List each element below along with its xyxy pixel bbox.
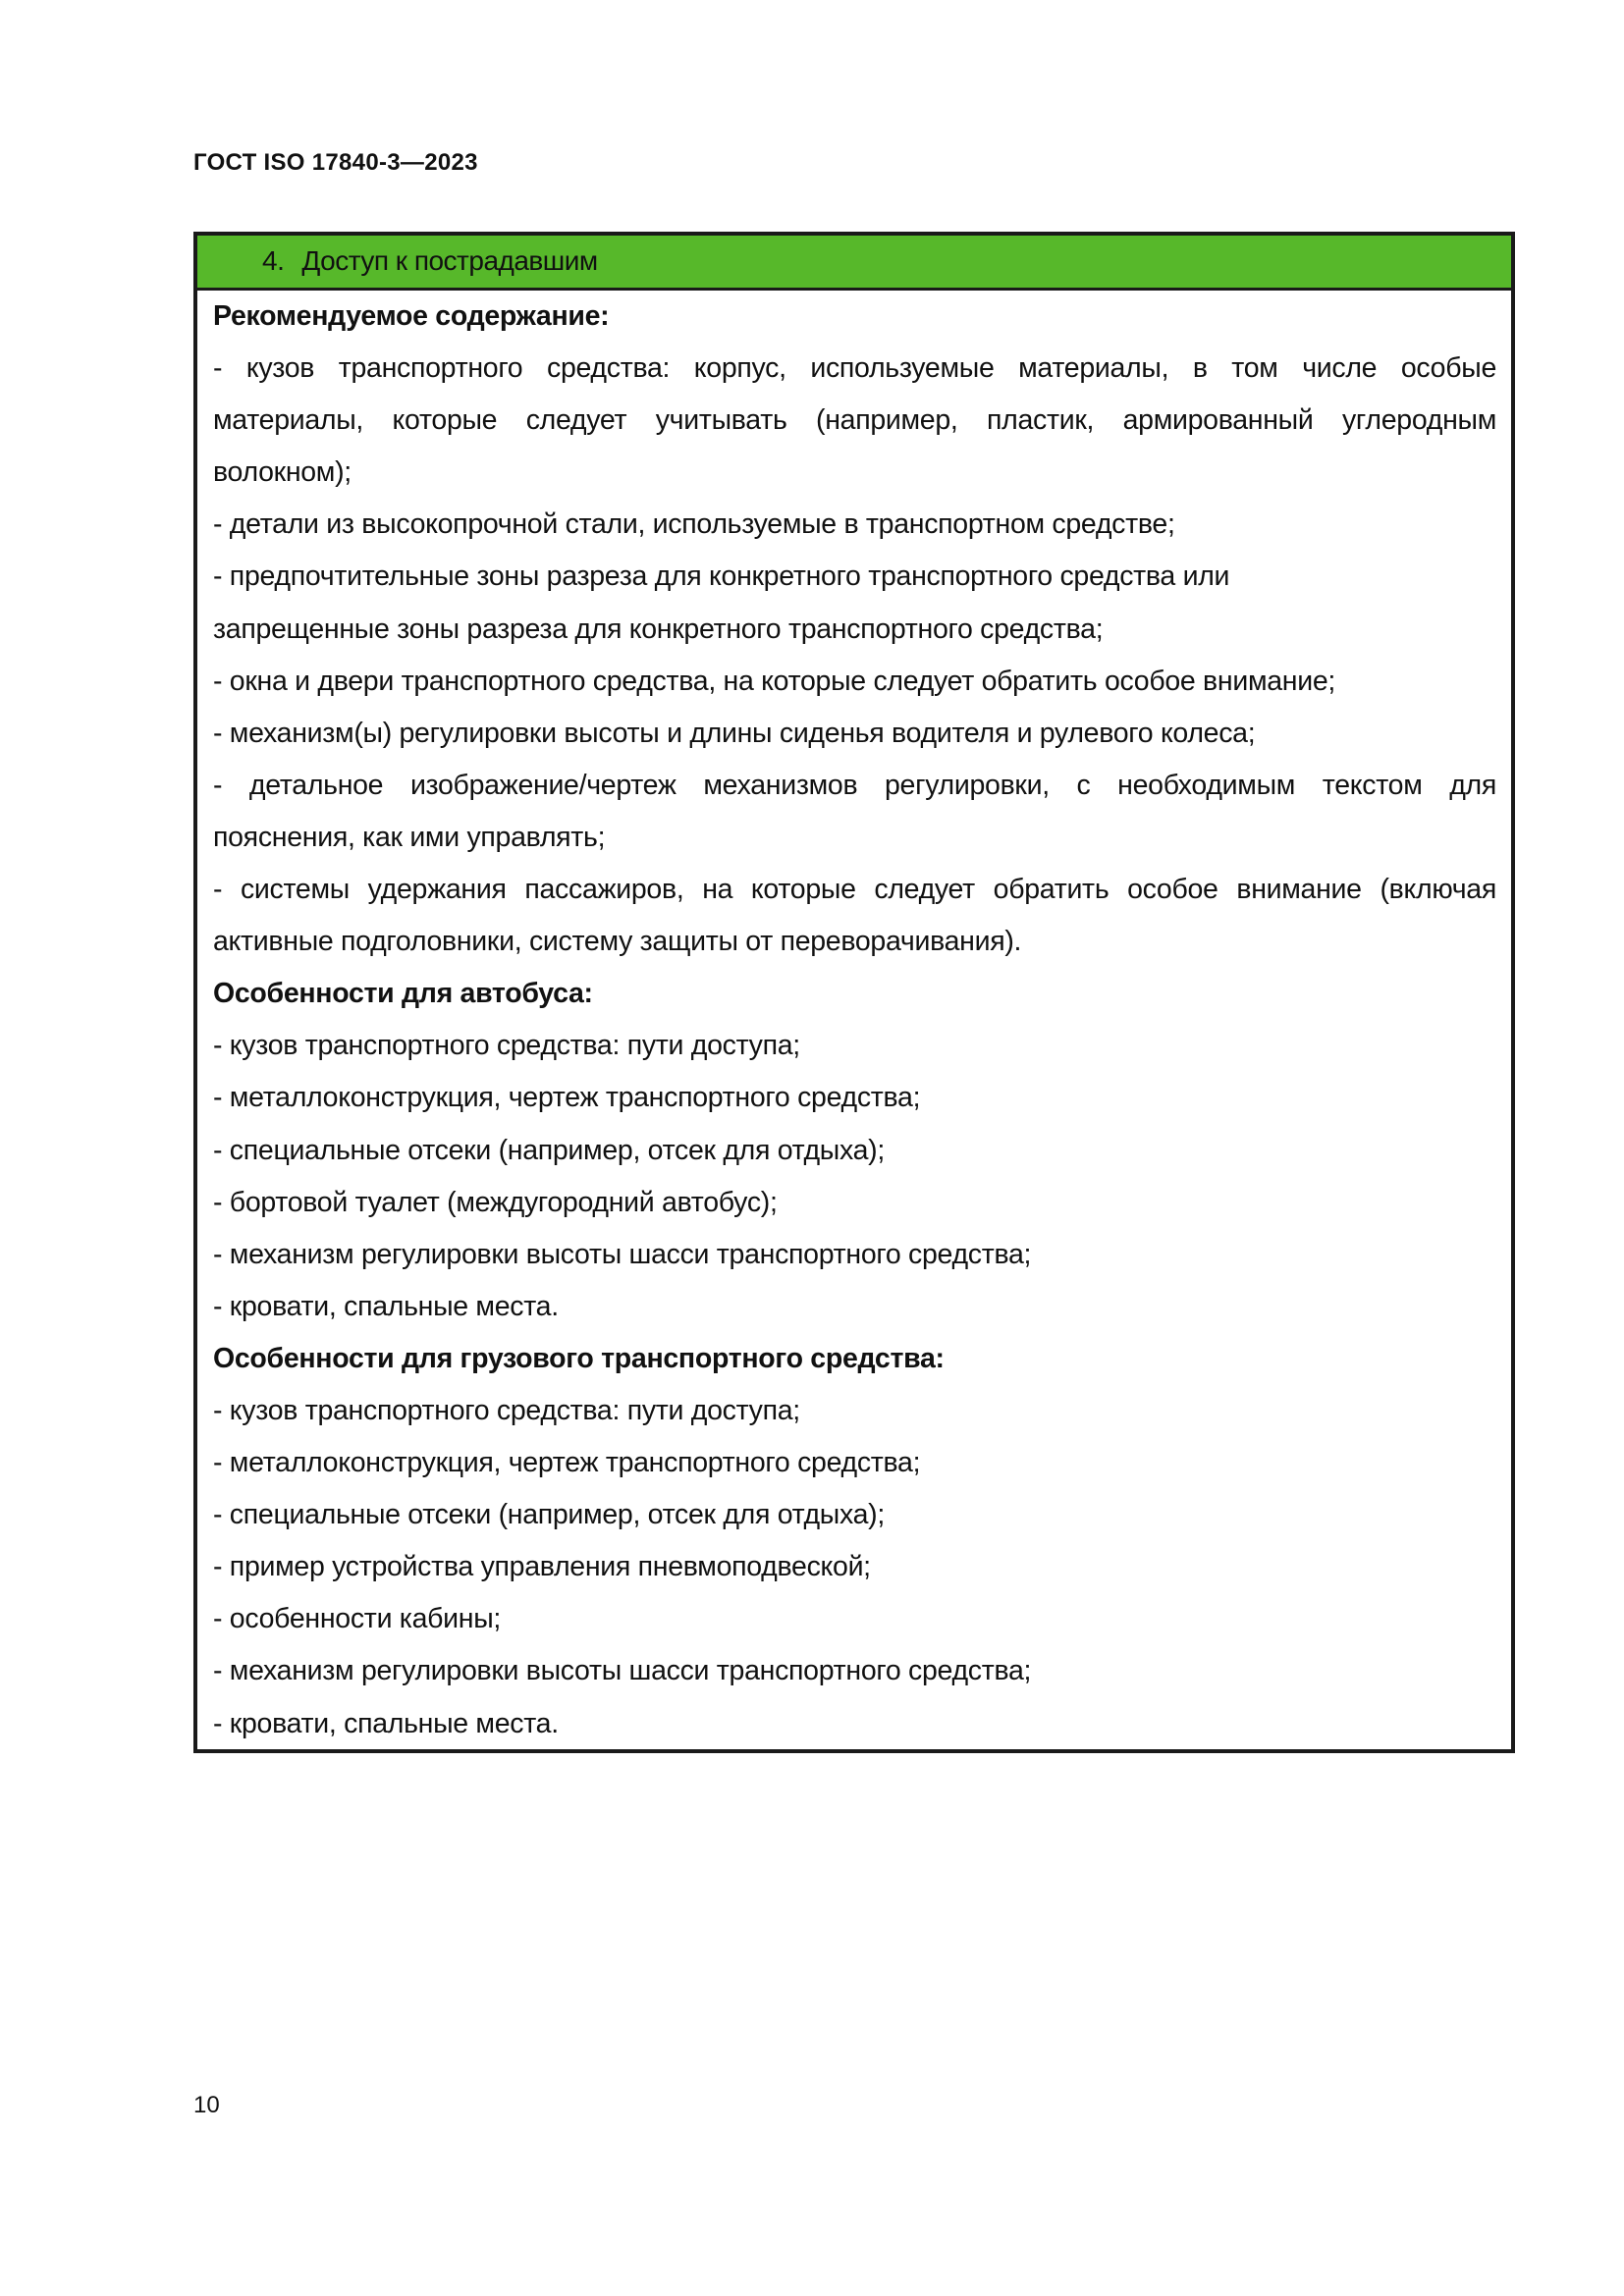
page-number: 10: [193, 2092, 220, 2118]
section-title-bar: [197, 236, 1511, 291]
list-line: - механизм регулировки высоты шасси транспортного средства;: [213, 1655, 1032, 1687]
list-line: - специальные отсеки (например, отсек для отдыха);: [213, 1499, 885, 1531]
list-line: - кузов транспортного средства: пути доступа;: [213, 1394, 800, 1426]
subsection-heading: Рекомендуемое содержание:: [213, 300, 610, 332]
list-line: - кузов транспортного средства: пути доступа;: [213, 1030, 800, 1062]
list-line: - металлоконструкция, чертеж транспортного средства;: [213, 1082, 921, 1114]
list-line: - бортовой туалет (междугородний автобус);: [213, 1186, 778, 1218]
list-line: волокном);: [213, 456, 352, 489]
list-line: - металлоконструкция, чертеж транспортного средства;: [213, 1447, 921, 1479]
list-line: - кузов транспортного средства: корпус, используемые материалы, в том числе особые: [213, 352, 1496, 385]
list-line: - специальные отсеки (например, отсек для отдыха);: [213, 1134, 885, 1166]
list-line: - системы удержания пассажиров, на которые следует обратить особое внимание (включая: [213, 874, 1496, 906]
list-line: - предпочтительные зоны разреза для конкретного транспортного средства или: [213, 561, 1230, 593]
section-content: [197, 291, 1511, 1750]
list-line: пояснения, как ими управлять;: [213, 821, 606, 853]
section-number: 4.: [262, 245, 285, 276]
subsection-heading: Особенности для грузового транспортного средства:: [213, 1342, 945, 1374]
list-line: - кровати, спальные места.: [213, 1707, 559, 1739]
list-line: запрещенные зоны разреза для конкретного транспортного средства;: [213, 613, 1104, 645]
list-line: - кровати, спальные места.: [213, 1290, 559, 1322]
list-line: - механизм регулировки высоты шасси транспортного средства;: [213, 1238, 1032, 1270]
section-title: Доступ к пострадавшим: [301, 245, 598, 276]
subsection-heading: Особенности для автобуса:: [213, 978, 593, 1010]
document-header: ГОСТ ISO 17840-3—2023: [193, 149, 478, 176]
list-line: - пример устройства управления пневмоподвеской;: [213, 1551, 871, 1583]
list-line: активные подголовники, систему защиты от переворачивания).: [213, 926, 1022, 958]
list-line: - детальное изображение/чертеж механизмов регулировки, с необходимым текстом для: [213, 769, 1496, 801]
list-line: - окна и двери транспортного средства, на которые следует обратить особое внимание;: [213, 665, 1336, 697]
list-line: - особенности кабины;: [213, 1603, 502, 1635]
list-line: - детали из высокопрочной стали, используемые в транспортном средстве;: [213, 508, 1175, 541]
list-line: материалы, которые следует учитывать (например, пластик, армированный углеродным: [213, 404, 1496, 437]
list-line: - механизм(ы) регулировки высоты и длины сиденья водителя и рулевого колеса;: [213, 717, 1256, 749]
section-box: [193, 232, 1515, 1753]
